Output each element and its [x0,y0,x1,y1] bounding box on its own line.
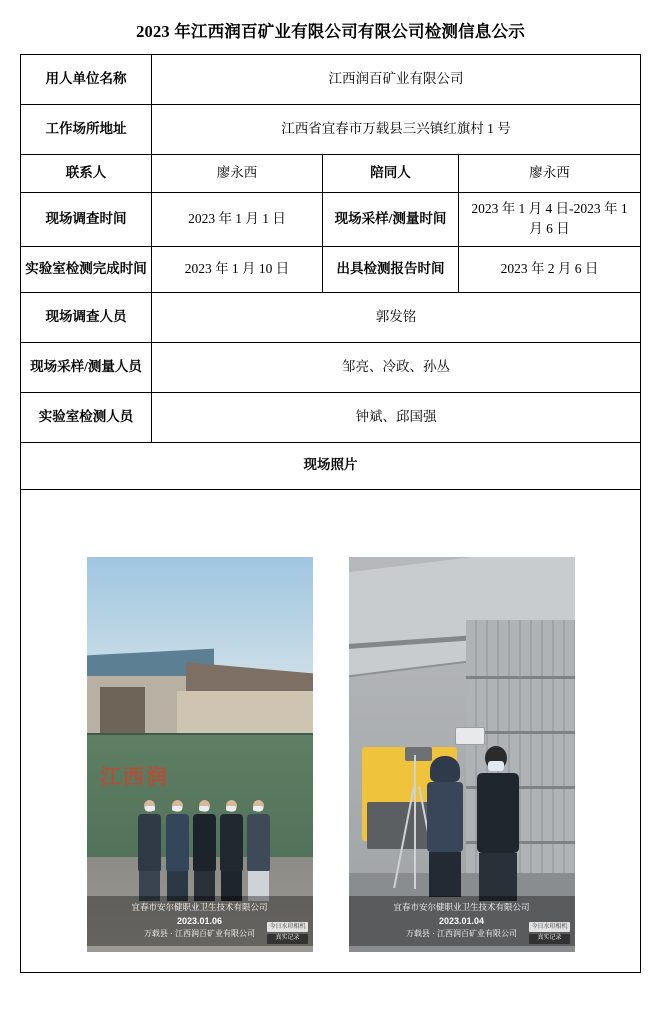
watermark-badge-top: 今日水印相机 [267,922,307,932]
person [166,800,189,901]
table-row [21,193,641,247]
person-body [477,773,519,853]
photo-group [87,557,313,952]
watermark-date: 2023.01.06 [176,915,223,926]
person-legs [429,852,461,897]
row-label-lab-staff: 实验室检测人员 [21,392,152,442]
table-row [21,342,641,392]
row-value-escort: 廖永西 [459,155,641,193]
person-body [220,814,243,871]
watermark-camera-badge [529,922,569,944]
tripod-head [405,747,432,761]
person-body [166,814,189,871]
person-hooded [430,756,463,897]
person-operator [477,746,519,901]
row-label-address: 工作场所地址 [21,105,152,155]
person [193,800,216,901]
person-body [427,782,463,852]
row-label-survey-staff: 现场调查人员 [21,292,152,342]
row-value-survey-staff: 郭发铭 [152,292,641,342]
photo-watermark [87,896,313,952]
table-row [21,155,641,193]
person [247,800,270,901]
watermark-location: 万载县 · 江西润百矿业有限公司 [143,929,256,938]
page-title: 2023 年江西润百矿业有限公司有限公司检测信息公示 [136,22,525,41]
table-row [21,489,641,972]
photos-section [21,489,641,972]
row-label-sampling-staff: 现场采样/测量人员 [21,342,152,392]
inspection-info-table [20,54,641,973]
row-value-lab-date: 2023 年 1 月 10 日 [152,246,323,292]
row-label-sampling-date: 现场采样/测量时间 [323,193,459,247]
wall-rail [466,676,574,679]
photo-watermark [349,896,575,952]
person-legs [479,853,517,901]
watermark-badge-bottom: 真实记录 [529,934,569,944]
watermark-company: 宜春市安尔健职业卫生技术有限公司 [393,901,530,912]
face-mask [488,761,504,771]
person-body [138,814,161,871]
face-mask [172,806,182,811]
row-label-company: 用人单位名称 [21,55,152,105]
row-value-sampling-date: 2023 年 1 月 4 日-2023 年 1 月 6 日 [459,193,641,247]
watermark-location: 万载县 · 江西润百矿业有限公司 [405,929,518,938]
row-label-report-date: 出具检测报告时间 [323,246,459,292]
face-mask [226,806,236,811]
person-body [247,814,270,871]
row-label-escort: 陪同人 [323,155,459,193]
table-row [21,246,641,292]
photo-measurement [349,557,575,952]
tripod-leg [414,755,416,889]
measurement-device [455,727,485,745]
row-label-lab-date: 实验室检测完成时间 [21,246,152,292]
photos-section-header: 现场照片 [21,442,641,489]
row-value-report-date: 2023 年 2 月 6 日 [459,246,641,292]
row-label-survey-date: 现场调查时间 [21,193,152,247]
table-row [21,442,641,489]
person [138,800,161,901]
watermark-camera-badge [267,922,307,944]
row-label-contact: 联系人 [21,155,152,193]
photo-gallery [25,509,636,952]
table-row [21,292,641,342]
watermark-badge-bottom: 真实记录 [267,934,307,944]
watermark-badge-top: 今日水印相机 [529,922,569,932]
table-row [21,392,641,442]
face-mask [253,806,263,811]
row-value-contact: 廖永西 [152,155,323,193]
row-value-sampling-staff: 邹亮、冷政、孙丛 [152,342,641,392]
face-mask [145,806,155,811]
face-mask [199,806,209,811]
wall-calligraphy: 江西润 [100,765,170,790]
row-value-lab-staff: 钟斌、邱国强 [152,392,641,442]
people-group [87,557,313,952]
watermark-date: 2023.01.04 [438,915,485,926]
person-body [193,814,216,871]
row-value-company: 江西润百矿业有限公司 [152,55,641,105]
table-row [21,105,641,155]
watermark-company: 宜春市安尔健职业卫生技术有限公司 [131,901,268,912]
table-row [21,55,641,105]
person [220,800,243,901]
row-value-survey-date: 2023 年 1 月 1 日 [152,193,323,247]
person-hood [430,756,460,782]
row-value-address: 江西省宜春市万载县三兴镇红旗村 1 号 [152,105,641,155]
